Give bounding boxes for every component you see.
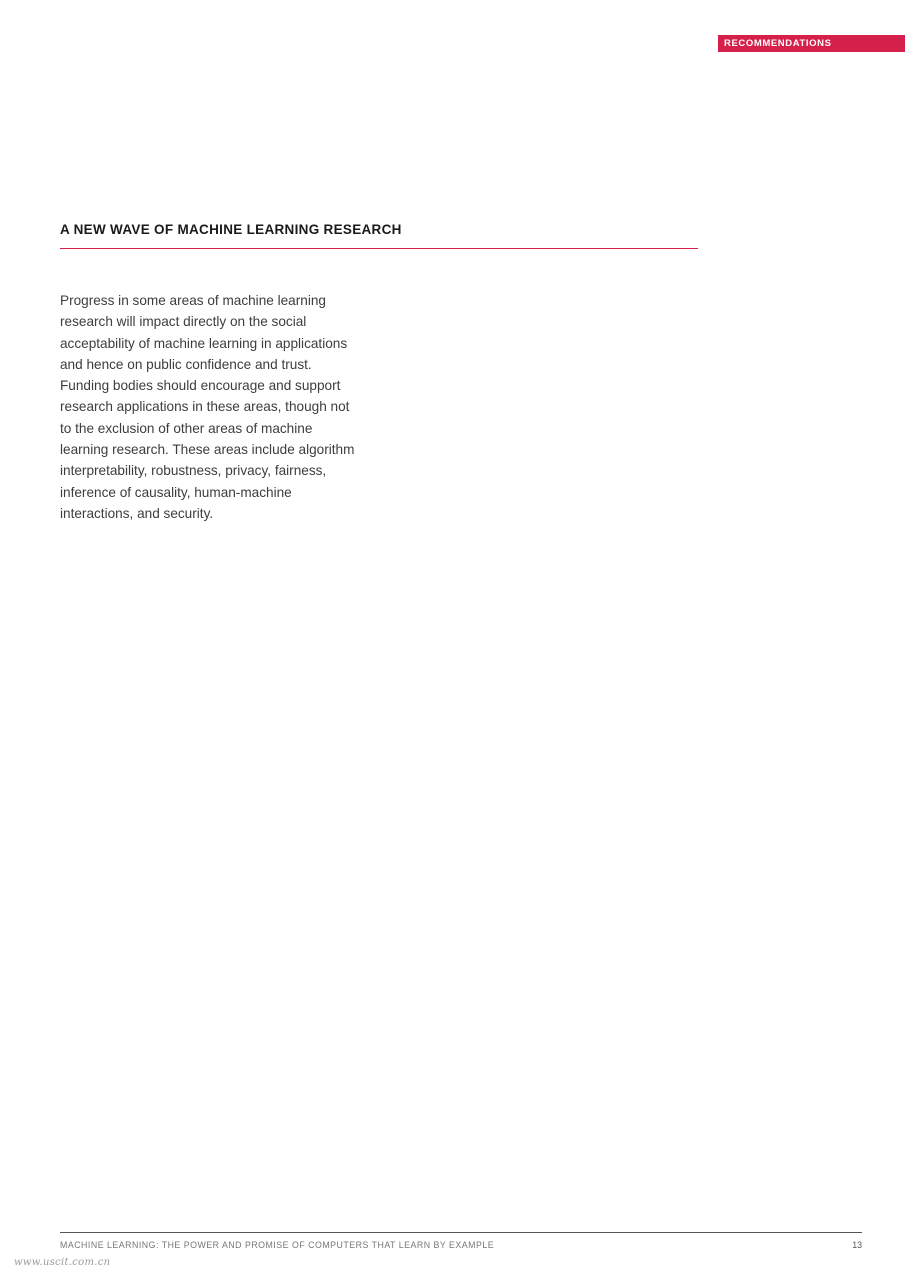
section-heading: A NEW WAVE OF MACHINE LEARNING RESEARCH — [60, 222, 402, 237]
footer-divider — [60, 1232, 862, 1233]
watermark: www.uscit.com.cn — [14, 1257, 111, 1268]
footer-title: MACHINE LEARNING: THE POWER AND PROMISE OF COMPUTERS THAT LEARN BY EXAMPLE — [60, 1240, 495, 1250]
heading-divider — [60, 248, 698, 249]
section-tab: RECOMMENDATIONS — [718, 35, 905, 52]
body-paragraph: Progress in some areas of machine learning research will impact directly on the social acceptability of machine learning in applications and hence on public confidence and trust. Funding bodies should encourage and support research applications in these areas, though not to the exclusion of other areas of machine learning research. These areas include algorithm interpretability, robustness, privacy, fairness, inference of causality, human-machine interactions, and security. — [60, 293, 355, 521]
page-number: 13 — [852, 1240, 862, 1250]
